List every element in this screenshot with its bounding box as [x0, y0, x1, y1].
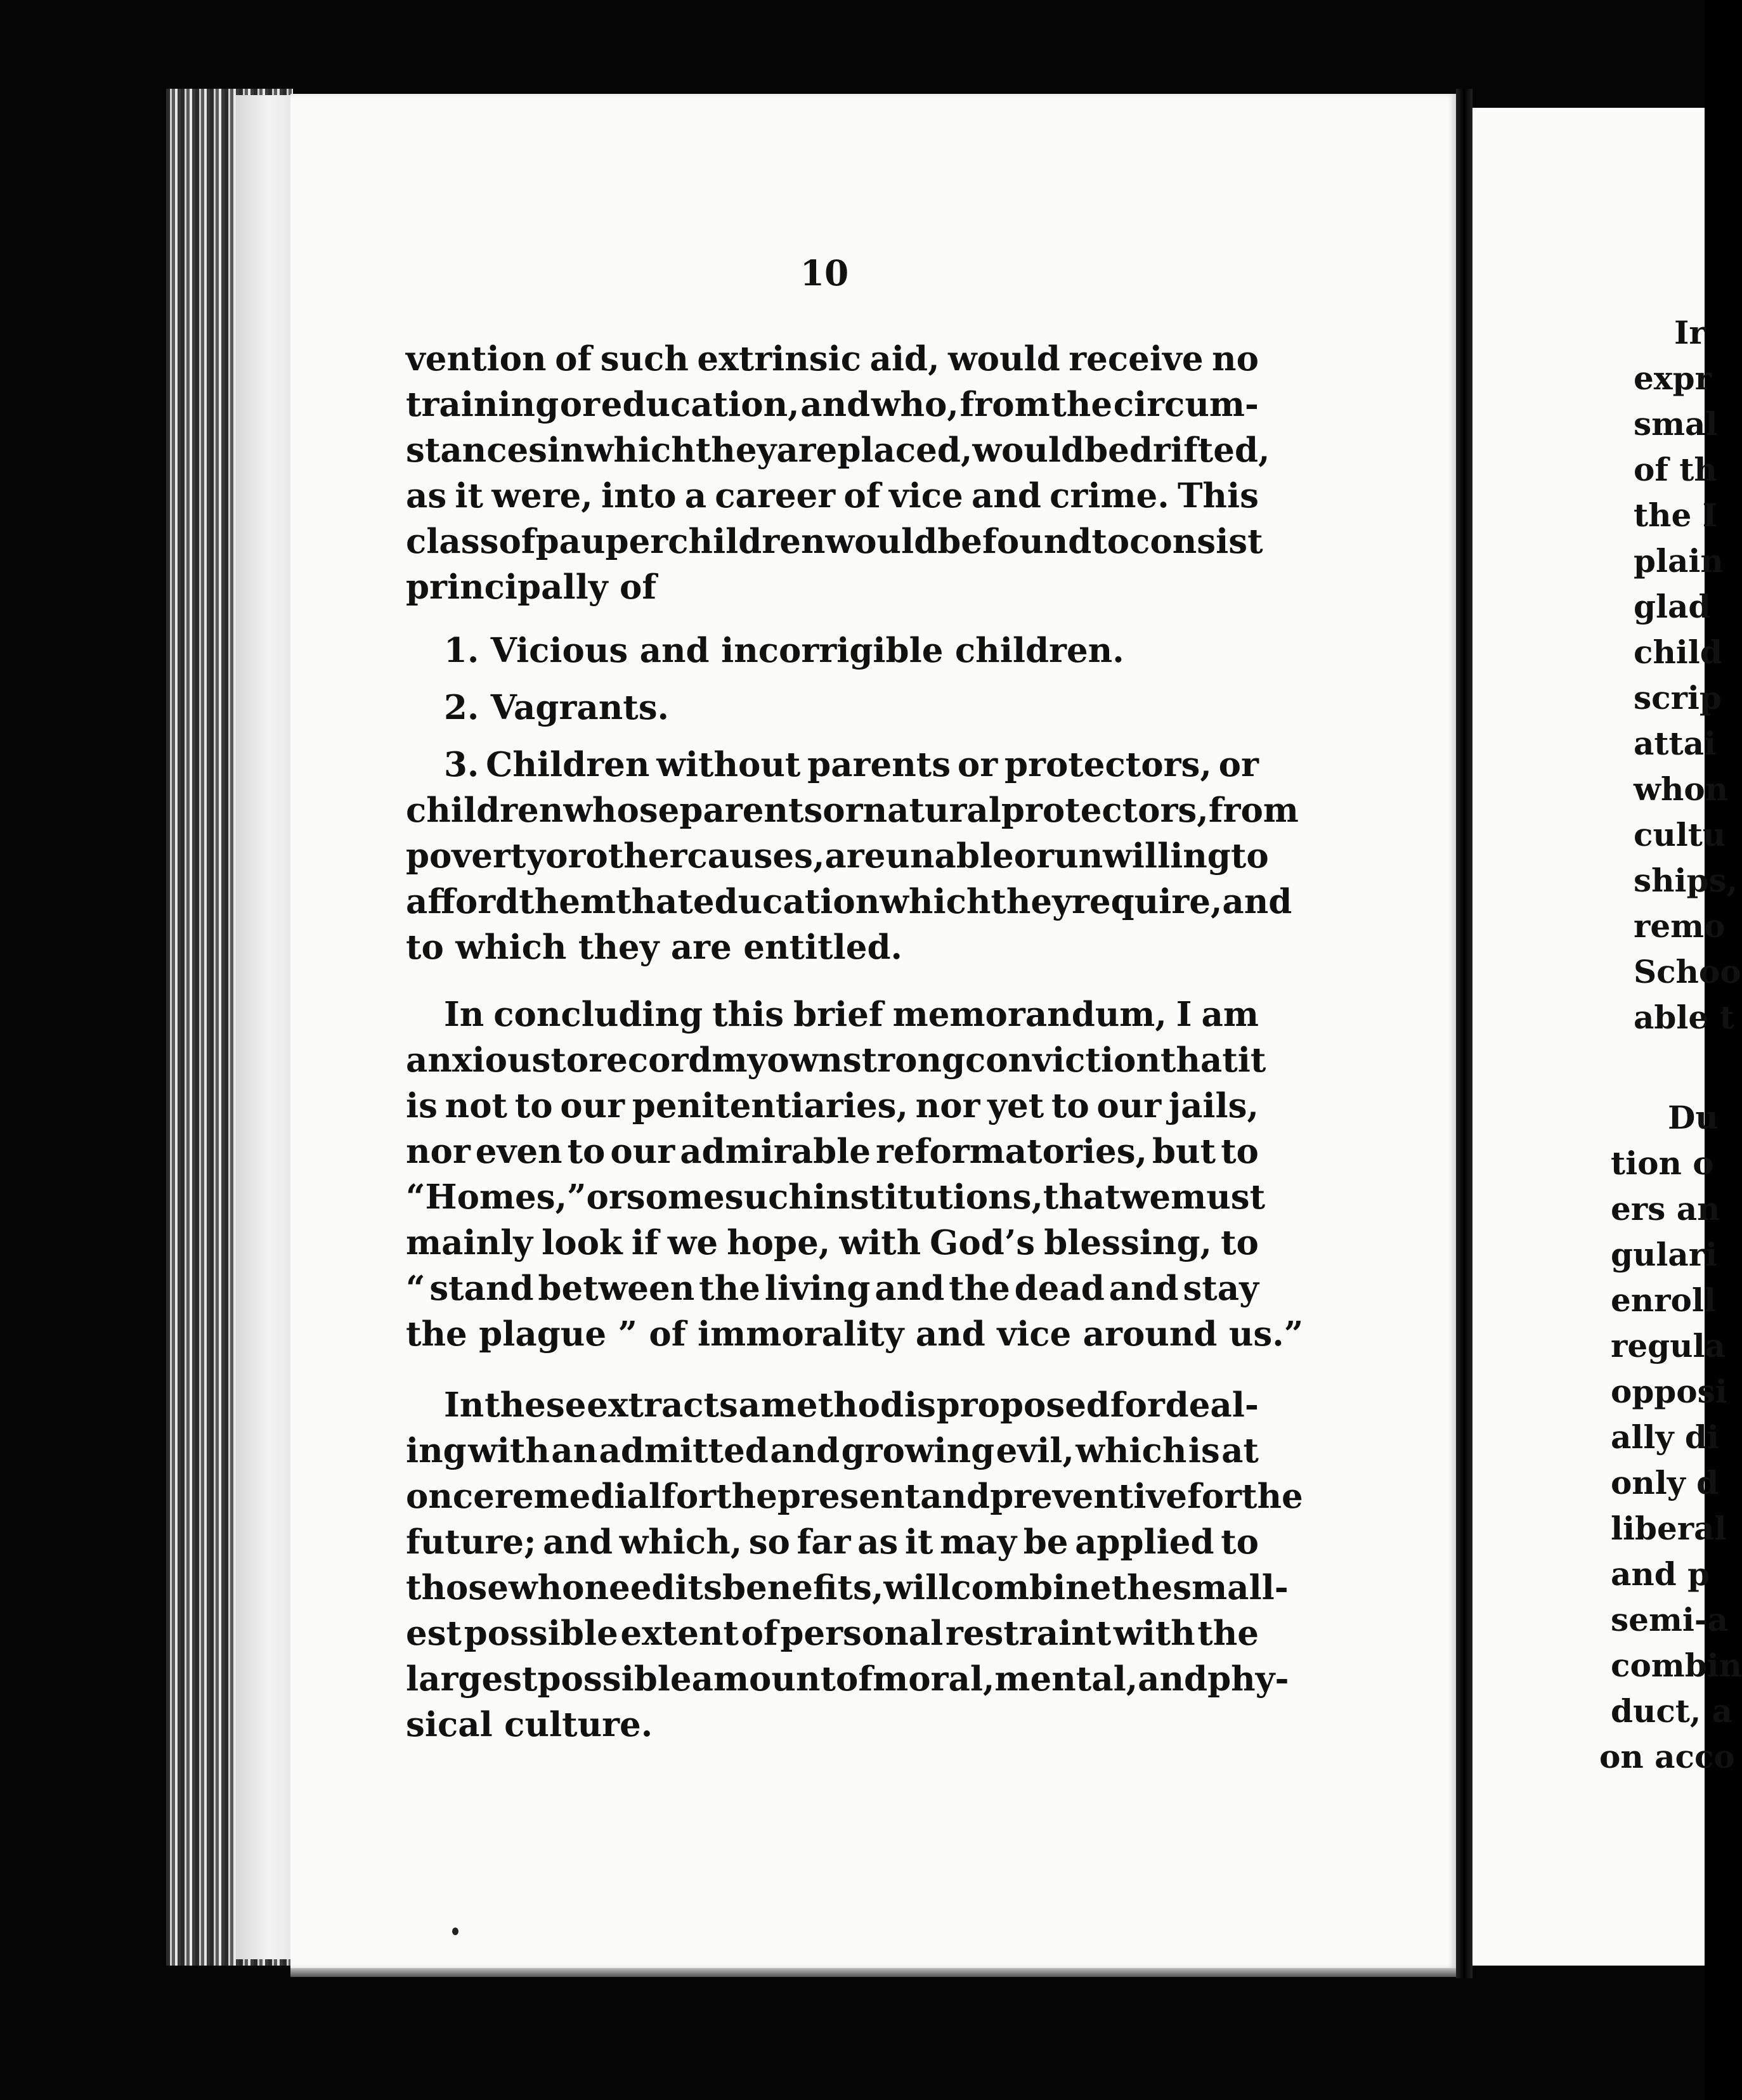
text-line: as it were, into a career of vice and crime. This	[406, 476, 1259, 515]
facing-text-fragment: of th	[1634, 451, 1717, 488]
text-line: poverty or other causes, are unable or unwilling to	[406, 836, 1269, 876]
facing-text-fragment: and p	[1611, 1555, 1710, 1593]
facing-text-fragment: ally di	[1611, 1418, 1719, 1456]
facing-text-fragment: only d	[1611, 1464, 1719, 1501]
facing-text-fragment: scrip	[1634, 679, 1722, 716]
facing-text-fragment: the I	[1634, 496, 1718, 534]
text-line: nor even to our admirable reformatories, but to	[406, 1132, 1259, 1171]
facing-text-fragment: plain	[1634, 542, 1724, 580]
facing-text-fragment: Du	[1668, 1099, 1719, 1136]
facing-text-fragment: ships,	[1634, 862, 1738, 899]
text-line: once remedial for the present and preventive for the	[406, 1477, 1303, 1516]
facing-text-fragment: child	[1634, 633, 1722, 671]
facing-text-fragment: on acco	[1599, 1738, 1735, 1775]
text-line: In these extracts a method is proposed for deal-	[444, 1385, 1259, 1425]
text-line: “ stand between the living and the dead and stay	[406, 1269, 1259, 1308]
text-line: “ Homes,” or some such institutions, that we must	[406, 1177, 1266, 1217]
text-line: future; and which, so far as it may be applied to	[406, 1522, 1259, 1562]
text-line: sical culture.	[406, 1705, 653, 1744]
text-line: 3. Children without parents or protectors, or	[444, 745, 1259, 784]
text-line: stances in which they are placed, would be drifted,	[406, 431, 1270, 470]
text-line: principally of	[406, 567, 657, 607]
facing-text-fragment: combin	[1611, 1647, 1742, 1684]
page-number: 10	[800, 252, 849, 294]
text-line: est possible extent of personal restraint with the	[406, 1614, 1259, 1653]
facing-text-fragment: gulari	[1611, 1236, 1718, 1273]
facing-page-text	[1599, 0, 1742, 2100]
page-edges-light	[236, 95, 293, 1959]
left-page-bottom-edge	[290, 1968, 1456, 1977]
facing-text-fragment: enroll	[1611, 1281, 1716, 1319]
text-line: vention of such extrinsic aid, would receive no	[406, 339, 1259, 379]
facing-text-fragment: able t	[1634, 999, 1734, 1036]
ink-speck	[452, 1928, 458, 1935]
facing-text-fragment: semi-a	[1611, 1601, 1729, 1638]
text-line: class of pauper children would be found to consist	[406, 522, 1263, 561]
facing-text-fragment: liberal	[1611, 1510, 1727, 1547]
text-line: anxious to record my own strong conviction that it	[406, 1040, 1266, 1080]
facing-text-fragment: whon	[1634, 770, 1729, 808]
text-line: training or education, and who, from the circum-	[406, 385, 1259, 424]
facing-text-fragment: smal	[1634, 405, 1718, 443]
text-line: In concluding this brief memorandum, I am	[444, 995, 1259, 1034]
facing-text-fragment: Ir	[1674, 314, 1706, 351]
facing-text-fragment: Schoo	[1634, 953, 1741, 990]
facing-text-fragment: remo	[1634, 907, 1726, 945]
text-line: 2. Vagrants.	[444, 688, 670, 727]
facing-text-fragment: cultu	[1634, 816, 1726, 853]
facing-text-fragment: tion o	[1611, 1144, 1714, 1182]
text-line: afford them that education which they require, and	[406, 882, 1292, 921]
text-line: children whose parents or natural protectors, from	[406, 791, 1299, 830]
facing-text-fragment: opposi	[1611, 1373, 1727, 1410]
text-line: mainly look if we hope, with God’s blessing, to	[406, 1223, 1259, 1262]
text-line: is not to our penitentiaries, nor yet to our jails,	[406, 1086, 1259, 1125]
text-line: to which they are entitled.	[406, 928, 902, 967]
facing-text-fragment: ers an	[1611, 1190, 1720, 1228]
text-line: ing with an admitted and growing evil, which is at	[406, 1431, 1259, 1470]
facing-text-fragment: expr	[1634, 360, 1712, 397]
text-line: the plague ” of immorality and vice around us.”	[406, 1314, 1304, 1354]
text-line: those who need its benefits, will combine the small-	[406, 1568, 1289, 1607]
facing-text-fragment: duct, a	[1611, 1692, 1733, 1730]
facing-text-fragment: attai	[1634, 725, 1716, 762]
facing-text-fragment: glad	[1634, 588, 1711, 625]
facing-text-fragment: regula	[1611, 1327, 1726, 1364]
book-gutter	[1456, 89, 1472, 1978]
text-line: 1. Vicious and incorrigible children.	[444, 631, 1124, 670]
text-line: largest possible amount of moral, mental, and phy-	[406, 1659, 1289, 1699]
